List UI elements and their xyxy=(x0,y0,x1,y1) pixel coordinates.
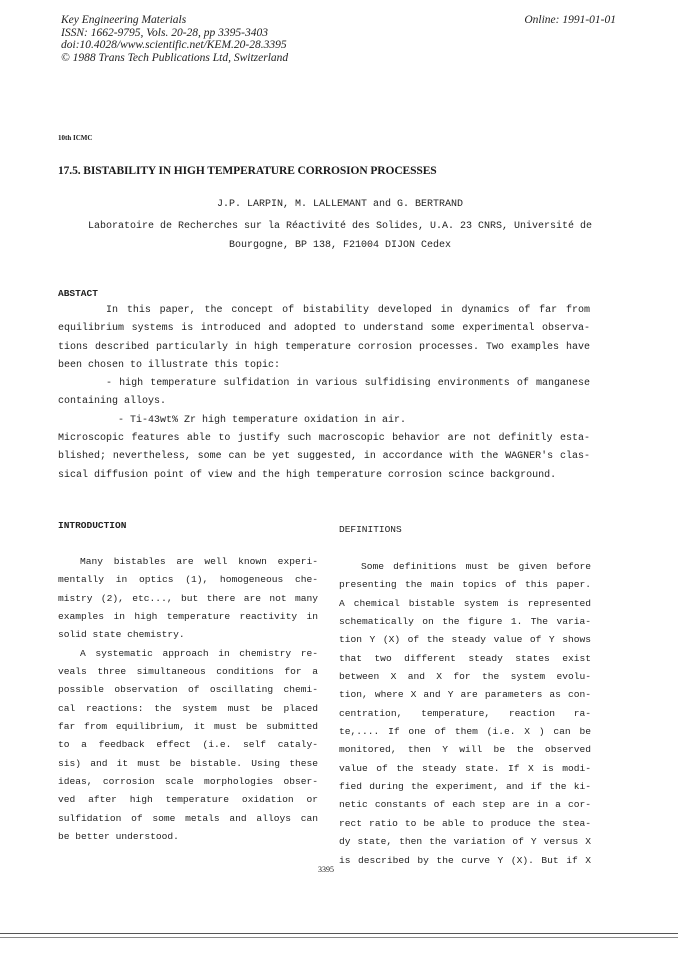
intro-line: ideas, corrosion scale morphologies obser- xyxy=(58,776,318,788)
def-line: netic constants of each step are in a cor- xyxy=(339,799,591,811)
intro-line: examples in high temperature reactivity in xyxy=(58,611,318,623)
def-line: between X and X for the system evolu- xyxy=(339,671,591,683)
def-line: rect ratio to be able to produce the stea- xyxy=(339,817,591,829)
abstract-line: containing alloys. xyxy=(58,396,167,408)
abstract-line: - high temperature sulfidation in various sulfidising environments of manganese xyxy=(106,378,590,390)
definitions-body xyxy=(339,558,591,870)
abstract-line: been chosen to illustrate this topic: xyxy=(58,359,281,371)
scan-edge-line xyxy=(0,933,678,934)
intro-line: sis) and it must be bistable. Using these xyxy=(58,757,318,769)
abstract-body xyxy=(58,302,590,485)
def-line: schematically on the figure 1. The varia- xyxy=(339,616,591,628)
definitions-heading: DEFINITIONS xyxy=(339,524,402,535)
intro-line: cal reactions: the system must be placed xyxy=(58,702,318,714)
intro-line: sulfidation of some metals and alloys can xyxy=(58,812,318,824)
abstract-line: equilibrium systems is introduced and adopted to understand some experimental observa- xyxy=(58,323,590,335)
affiliation-line: Bourgogne, BP 138, F21004 DIJON Cedex xyxy=(228,240,452,251)
def-line: tion, where X and Y are parameters as con- xyxy=(339,689,591,701)
def-line: monitored, then Y will be the observed xyxy=(339,744,591,756)
def-line: A chemical bistable system is represented xyxy=(339,597,591,609)
abstract-line: sical diffusion point of view and the high temperature corrosion scince background. xyxy=(58,469,557,481)
online-date: Online: 1991-01-01 xyxy=(524,14,616,26)
copyright: © 1988 Trans Tech Publications Ltd, Switzerland xyxy=(61,51,289,64)
def-line: Some definitions must be given before xyxy=(361,561,591,572)
conference-tag: 10th ICMC xyxy=(58,134,93,142)
intro-line: mistry (2), etc..., but there are not many xyxy=(58,592,318,604)
def-line: fied during the experiment, and if the ki- xyxy=(339,781,591,793)
intro-line: far from equilibrium, it must be submitted xyxy=(58,721,318,733)
paper-title: 17.5. BISTABILITY IN HIGH TEMPERATURE CORROSION PROCESSES xyxy=(58,165,437,177)
abstract-line: In this paper, the concept of bistability developed in dynamics of far from xyxy=(106,305,590,316)
page-number: 3395 xyxy=(318,865,334,874)
introduction-body xyxy=(58,553,318,847)
authors: J.P. LARPIN, M. LALLEMANT and G. BERTRAND xyxy=(216,199,464,210)
intro-line: ved after high temperature oxidation or xyxy=(58,794,318,806)
def-line: presenting the main topics of this paper. xyxy=(339,579,591,591)
intro-line: solid state chemistry. xyxy=(58,629,185,641)
def-line: tion Y (X) of the steady value of Y shows xyxy=(339,634,591,646)
issn: ISSN: 1662-9795, Vols. 20-28, pp 3395-3403 xyxy=(61,26,268,39)
intro-line: to a feedback effect (i.e. self cataly- xyxy=(58,739,318,751)
intro-line: veals three simultaneous conditions for a xyxy=(58,666,318,678)
journal-name: Key Engineering Materials xyxy=(61,14,187,26)
intro-line: be better understood. xyxy=(58,831,179,843)
def-line: that two different steady states exist xyxy=(339,652,591,664)
intro-line: mentally in optics (1), homogeneous che- xyxy=(58,574,318,586)
abstract-line: blished; nevertheless, some can be yet suggested, in accordance with the WAGNER's clas- xyxy=(58,451,590,463)
affiliation-line: Laboratoire de Recherches sur la Réactivité des Solides, U.A. 23 CNRS, Université de xyxy=(87,221,593,232)
affiliation xyxy=(58,217,622,255)
intro-line: A systematic approach in chemistry re- xyxy=(80,647,318,659)
intro-line: possible observation of oscillating chemi- xyxy=(58,684,318,696)
introduction-heading: INTRODUCTION xyxy=(58,520,127,531)
journal-header xyxy=(61,14,288,64)
scan-edge-line xyxy=(0,937,678,938)
abstract-line: Microscopic features able to justify such macroscopic behavior are not definitly esta- xyxy=(58,433,590,445)
abstract-line: tions described particularly in high temperature corrosion processes. Two examples have xyxy=(58,341,590,353)
def-line: value of the steady state. If X is modi- xyxy=(339,762,591,774)
def-line: dy state, then the variation of Y versus X xyxy=(339,836,591,848)
intro-line: Many bistables are well known experi- xyxy=(80,556,318,567)
abstract-heading: ABSTACT xyxy=(58,288,98,299)
doi: doi:10.4028/www.scientific.net/KEM.20-28.3395 xyxy=(61,39,287,51)
def-line: centration, temperature, reaction ra- xyxy=(339,707,591,719)
def-line: is described by the curve Y (X). But if X xyxy=(339,854,591,866)
def-line: te,.... If one of them (i.e. X ) can be xyxy=(339,726,591,738)
abstract-line: - Ti-43wt% Zr high temperature oxidation in air. xyxy=(118,414,407,426)
